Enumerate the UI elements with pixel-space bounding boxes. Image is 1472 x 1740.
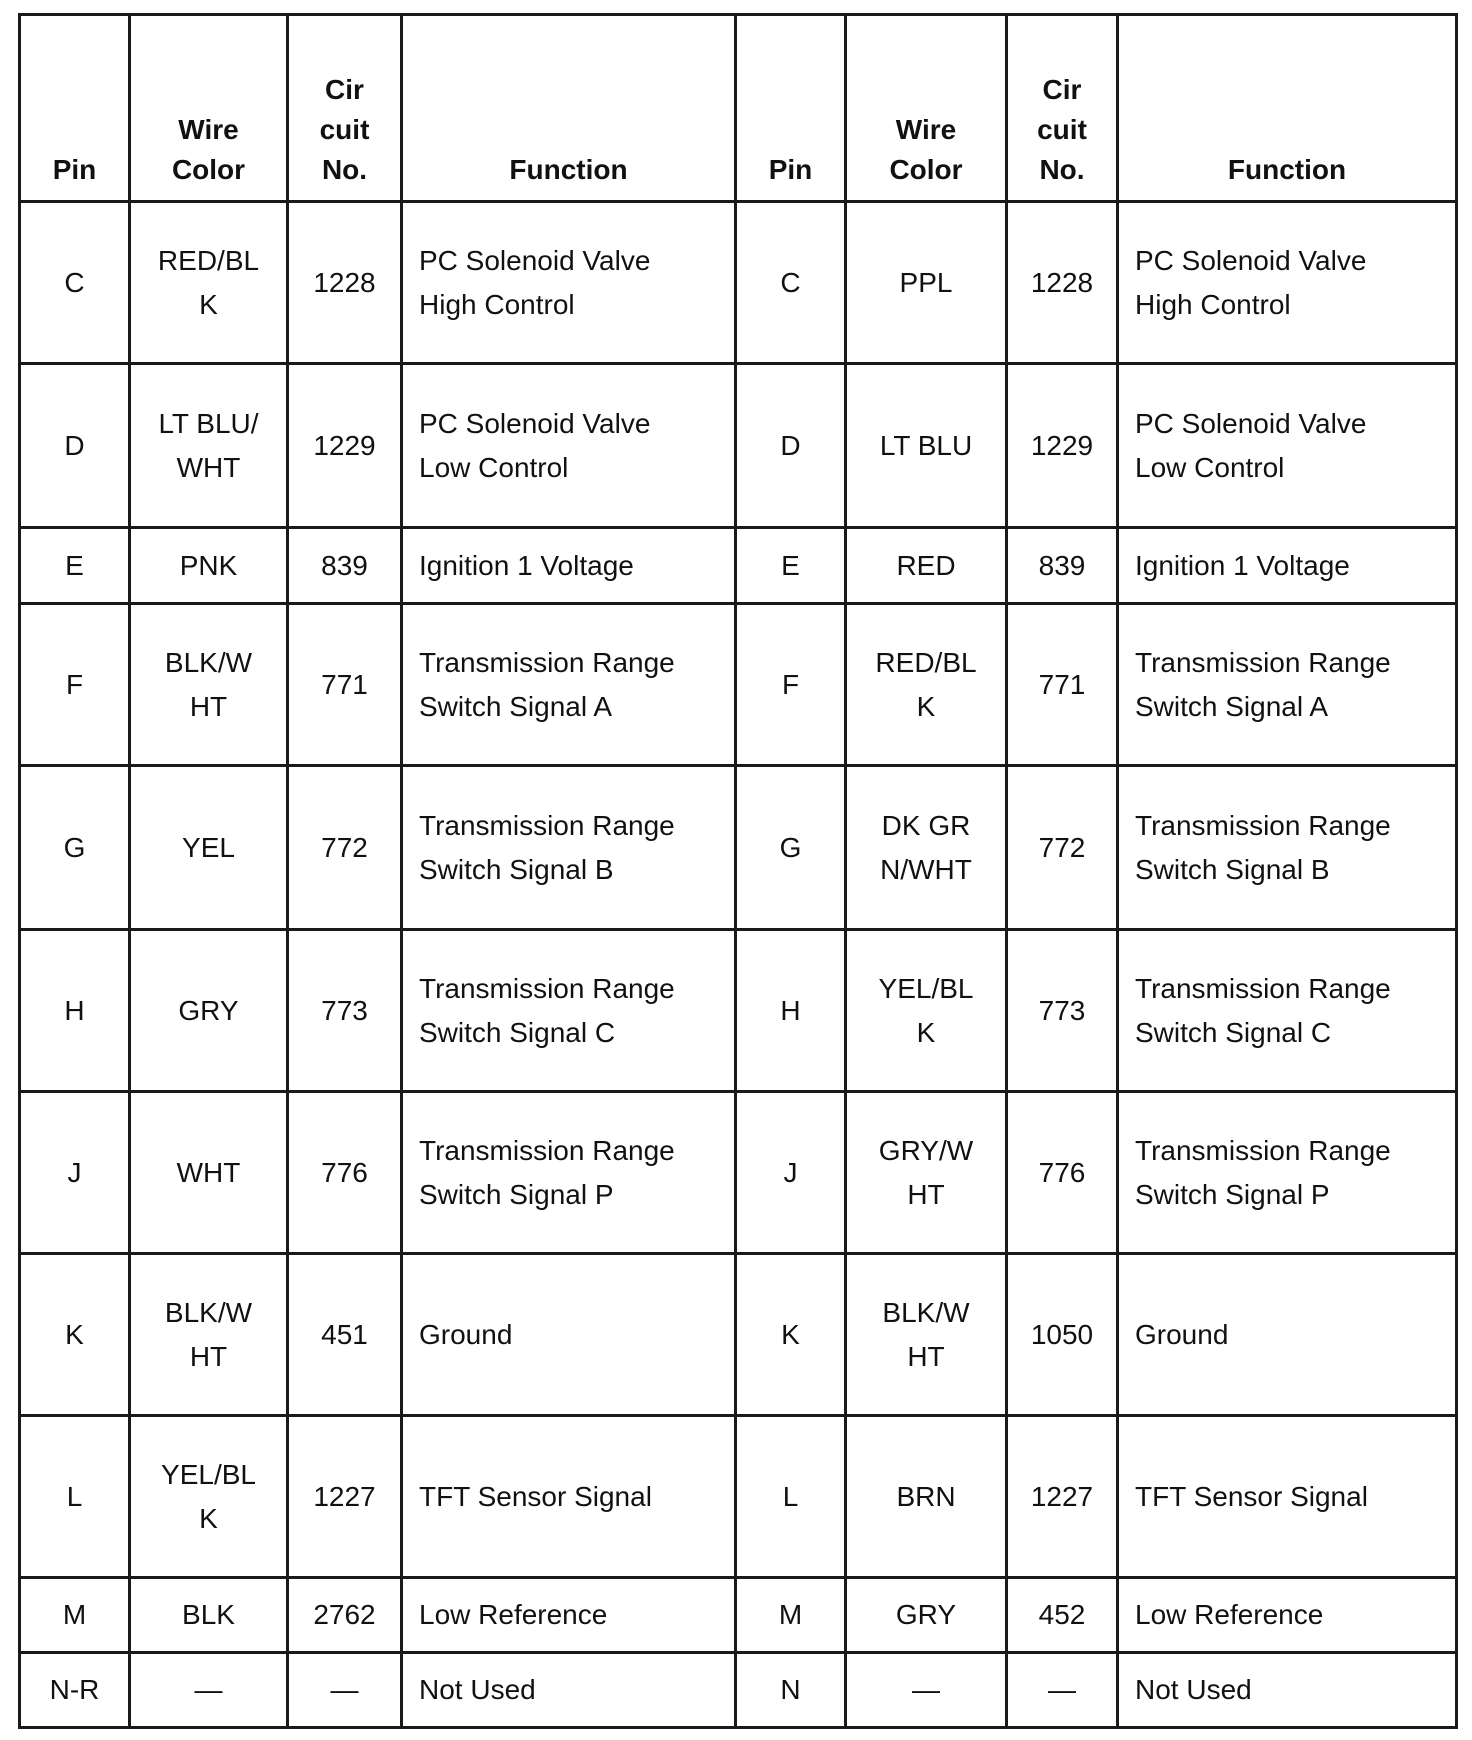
pin-cell: K bbox=[20, 1254, 130, 1416]
circuit-cell: 1228 bbox=[288, 202, 402, 364]
pin-cell: G bbox=[20, 766, 130, 930]
wire-color-cell: YEL bbox=[130, 766, 288, 930]
circuit-cell: 1229 bbox=[288, 364, 402, 528]
wire-color-cell: RED/BLK bbox=[130, 202, 288, 364]
table-row bbox=[20, 1254, 1457, 1416]
circuit-cell: 1228 bbox=[1007, 202, 1118, 364]
circuit-cell: 1050 bbox=[1007, 1254, 1118, 1416]
circuit-cell: 451 bbox=[288, 1254, 402, 1416]
table-row bbox=[20, 528, 1457, 604]
pin-cell: N-R bbox=[20, 1653, 130, 1728]
function-cell: PC Solenoid Valve Low Control bbox=[1118, 364, 1457, 528]
circuit-cell: 1229 bbox=[1007, 364, 1118, 528]
wire-color-cell: RED bbox=[846, 528, 1007, 604]
wire-color-cell: PNK bbox=[130, 528, 288, 604]
circuit-cell: 772 bbox=[1007, 766, 1118, 930]
pin-cell: D bbox=[736, 364, 846, 528]
connector-pinout-table bbox=[18, 13, 1458, 1729]
wire-color-cell: BLK/WHT bbox=[130, 1254, 288, 1416]
circuit-cell: 773 bbox=[1007, 930, 1118, 1092]
circuit-cell: — bbox=[288, 1653, 402, 1728]
function-cell: Ground bbox=[1118, 1254, 1457, 1416]
header-wire-color-left: Wire Color bbox=[130, 15, 288, 202]
wire-color-cell: DK GRN/WHT bbox=[846, 766, 1007, 930]
header-pin-left: Pin bbox=[20, 15, 130, 202]
wire-color-cell: RED/BLK bbox=[846, 604, 1007, 766]
header-circuit-right: Cir cuit No. bbox=[1007, 15, 1118, 202]
function-cell: Transmission Range Switch Signal C bbox=[1118, 930, 1457, 1092]
pin-cell: F bbox=[20, 604, 130, 766]
wire-color-cell: LT BLU/WHT bbox=[130, 364, 288, 528]
table-row bbox=[20, 1578, 1457, 1653]
function-cell: Transmission Range Switch Signal B bbox=[1118, 766, 1457, 930]
pin-cell: G bbox=[736, 766, 846, 930]
pin-cell: C bbox=[20, 202, 130, 364]
pin-cell: N bbox=[736, 1653, 846, 1728]
pin-cell: E bbox=[20, 528, 130, 604]
pin-cell: H bbox=[20, 930, 130, 1092]
table-row bbox=[20, 604, 1457, 766]
wire-color-cell: YEL/BLK bbox=[846, 930, 1007, 1092]
circuit-cell: 1227 bbox=[1007, 1416, 1118, 1578]
function-cell: Not Used bbox=[1118, 1653, 1457, 1728]
function-cell: Transmission Range Switch Signal P bbox=[1118, 1092, 1457, 1254]
wire-color-cell: WHT bbox=[130, 1092, 288, 1254]
pin-cell: L bbox=[736, 1416, 846, 1578]
wire-color-cell: GRY bbox=[130, 930, 288, 1092]
circuit-cell: 771 bbox=[288, 604, 402, 766]
pin-cell: J bbox=[20, 1092, 130, 1254]
pin-cell: M bbox=[20, 1578, 130, 1653]
circuit-cell: 772 bbox=[288, 766, 402, 930]
wire-color-cell: BRN bbox=[846, 1416, 1007, 1578]
wire-color-cell: PPL bbox=[846, 202, 1007, 364]
wire-color-cell: — bbox=[130, 1653, 288, 1728]
circuit-cell: 839 bbox=[288, 528, 402, 604]
pin-cell: M bbox=[736, 1578, 846, 1653]
circuit-cell: 773 bbox=[288, 930, 402, 1092]
table-row bbox=[20, 766, 1457, 930]
table-row bbox=[20, 202, 1457, 364]
circuit-cell: 776 bbox=[1007, 1092, 1118, 1254]
table-row bbox=[20, 1092, 1457, 1254]
pin-cell: H bbox=[736, 930, 846, 1092]
function-cell: Ground bbox=[402, 1254, 736, 1416]
table-row bbox=[20, 1653, 1457, 1728]
table-row bbox=[20, 930, 1457, 1092]
wire-color-cell: GRY/WHT bbox=[846, 1092, 1007, 1254]
function-cell: TFT Sensor Signal bbox=[1118, 1416, 1457, 1578]
table-row bbox=[20, 1416, 1457, 1578]
circuit-cell: 839 bbox=[1007, 528, 1118, 604]
function-cell: Ignition 1 Voltage bbox=[1118, 528, 1457, 604]
wire-color-cell: BLK/WHT bbox=[846, 1254, 1007, 1416]
function-cell: Not Used bbox=[402, 1653, 736, 1728]
wire-color-cell: — bbox=[846, 1653, 1007, 1728]
function-cell: PC Solenoid Valve High Control bbox=[402, 202, 736, 364]
function-cell: Transmission Range Switch Signal P bbox=[402, 1092, 736, 1254]
pin-cell: F bbox=[736, 604, 846, 766]
function-cell: Low Reference bbox=[402, 1578, 736, 1653]
wire-color-cell: BLK/WHT bbox=[130, 604, 288, 766]
function-cell: Transmission Range Switch Signal A bbox=[1118, 604, 1457, 766]
pin-cell: L bbox=[20, 1416, 130, 1578]
function-cell: Ignition 1 Voltage bbox=[402, 528, 736, 604]
function-cell: Low Reference bbox=[1118, 1578, 1457, 1653]
header-function-left: Function bbox=[402, 15, 736, 202]
circuit-cell: 2762 bbox=[288, 1578, 402, 1653]
circuit-cell: — bbox=[1007, 1653, 1118, 1728]
circuit-cell: 771 bbox=[1007, 604, 1118, 766]
header-wire-color-right: Wire Color bbox=[846, 15, 1007, 202]
circuit-cell: 452 bbox=[1007, 1578, 1118, 1653]
pin-cell: K bbox=[736, 1254, 846, 1416]
header-pin-right: Pin bbox=[736, 15, 846, 202]
function-cell: TFT Sensor Signal bbox=[402, 1416, 736, 1578]
header-circuit-left: Cir cuit No. bbox=[288, 15, 402, 202]
function-cell: Transmission Range Switch Signal B bbox=[402, 766, 736, 930]
pin-cell: E bbox=[736, 528, 846, 604]
wire-color-cell: LT BLU bbox=[846, 364, 1007, 528]
wire-color-cell: BLK bbox=[130, 1578, 288, 1653]
function-cell: PC Solenoid Valve High Control bbox=[1118, 202, 1457, 364]
circuit-cell: 776 bbox=[288, 1092, 402, 1254]
header-function-right: Function bbox=[1118, 15, 1457, 202]
function-cell: PC Solenoid Valve Low Control bbox=[402, 364, 736, 528]
circuit-cell: 1227 bbox=[288, 1416, 402, 1578]
pin-cell: C bbox=[736, 202, 846, 364]
table-row bbox=[20, 364, 1457, 528]
pin-cell: D bbox=[20, 364, 130, 528]
wire-color-cell: GRY bbox=[846, 1578, 1007, 1653]
pin-cell: J bbox=[736, 1092, 846, 1254]
function-cell: Transmission Range Switch Signal C bbox=[402, 930, 736, 1092]
function-cell: Transmission Range Switch Signal A bbox=[402, 604, 736, 766]
header-row bbox=[20, 15, 1457, 202]
wire-color-cell: YEL/BLK bbox=[130, 1416, 288, 1578]
